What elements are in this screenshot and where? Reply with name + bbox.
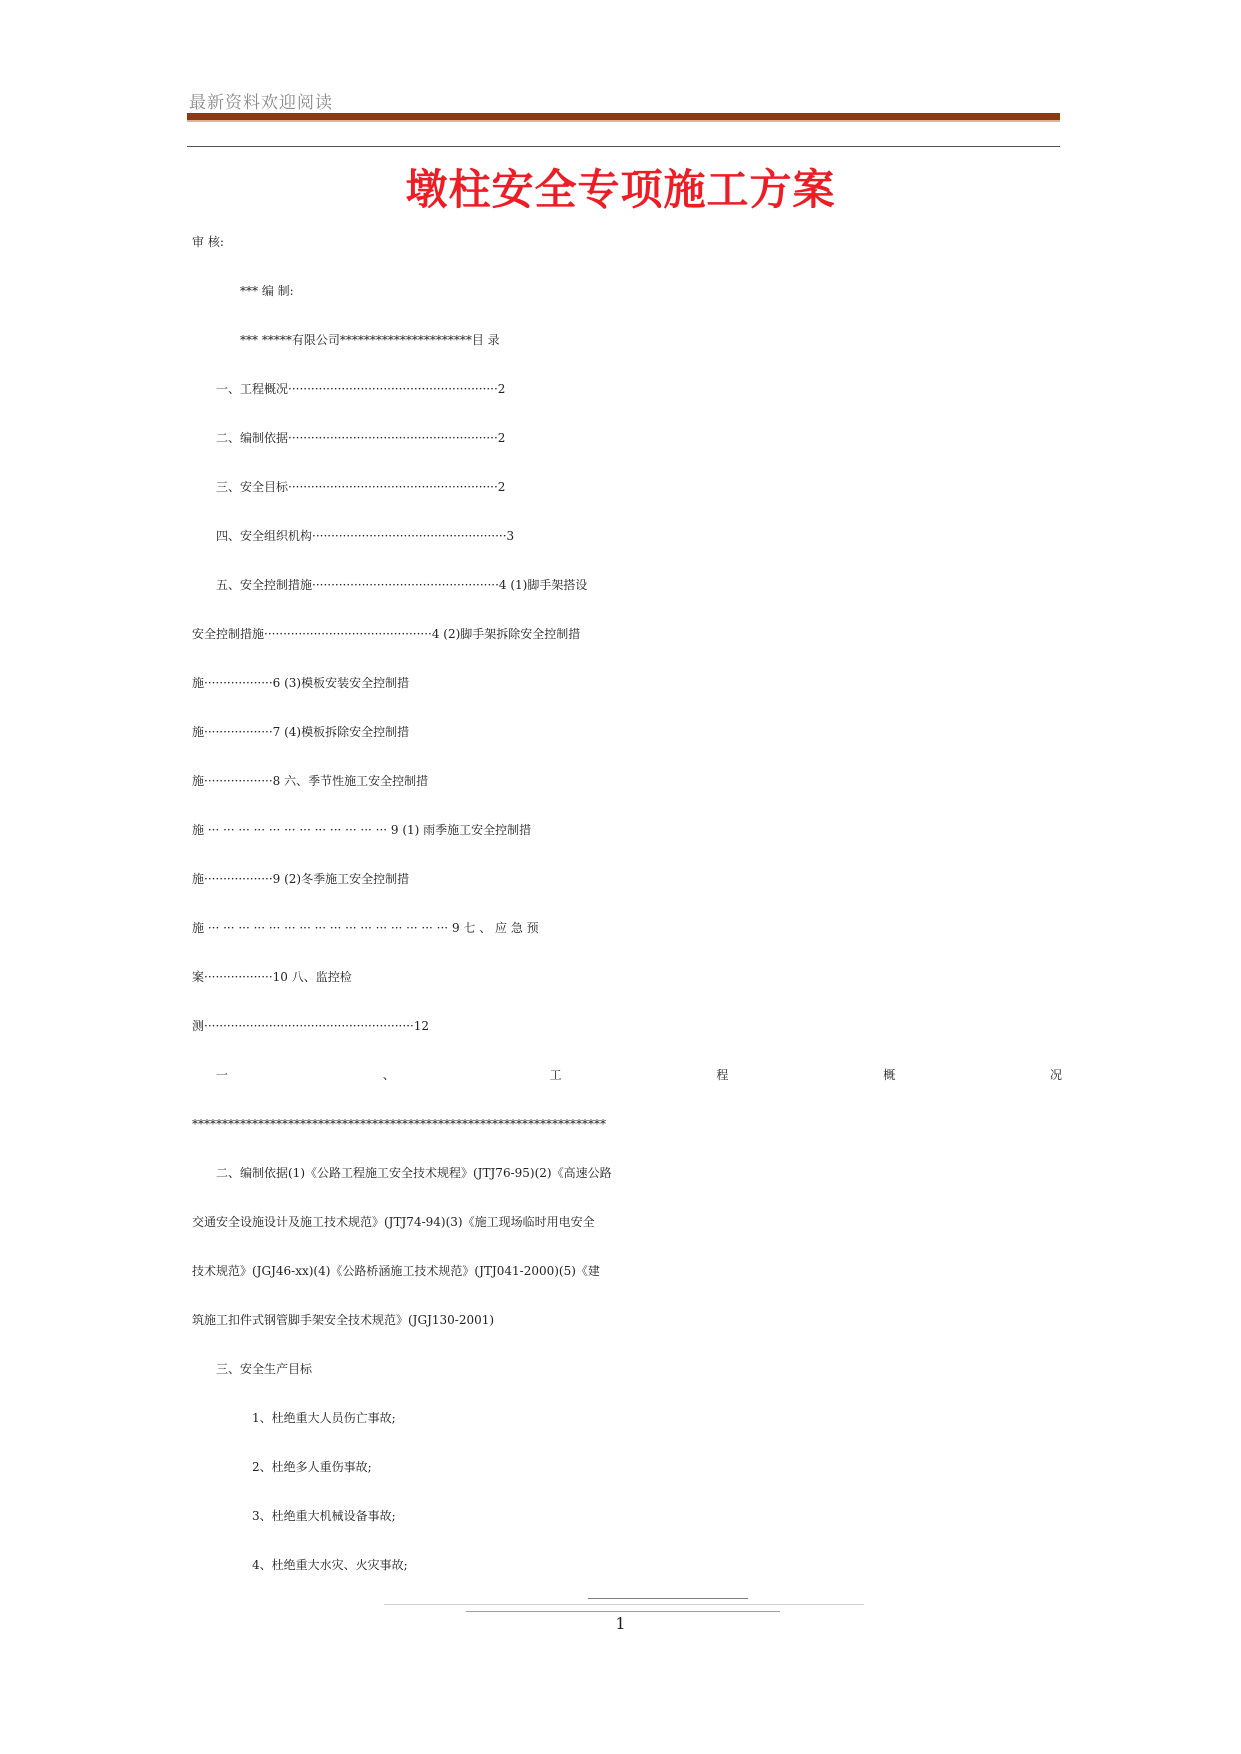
- page-number: 1: [615, 1614, 626, 1633]
- toc-line: 一、工程概况·······················································2: [216, 382, 506, 396]
- toc-line: 二、编制依据·······················································2: [216, 431, 506, 445]
- footer-rule: [466, 1611, 780, 1612]
- header-rule-accent: [187, 120, 1060, 122]
- list-item: 3、杜绝重大机械设备事故;: [252, 1509, 396, 1523]
- toc-line: 施 ··· ··· ··· ··· ··· ··· ··· ··· ··· ··· ··· ··· 9 (1) 雨季施工安全控制措: [192, 823, 532, 837]
- toc-line: 施 ··· ··· ··· ··· ··· ··· ··· ··· ··· ··· ··· ··· ··· ··· ··· ··· 9 七 、 应 急 预: [192, 921, 539, 935]
- footer-rule: [588, 1598, 748, 1599]
- running-header: 最新资料欢迎阅读: [189, 93, 333, 113]
- toc-line: 案··················10 八、监控检: [192, 970, 352, 984]
- toc-line: 四、安全组织机构···················································3: [216, 529, 515, 543]
- heading-char: 一: [216, 1068, 229, 1082]
- toc-line: 三、安全目标·······················································2: [216, 480, 506, 494]
- heading-char: 概: [883, 1068, 896, 1082]
- toc-line: 安全控制措施············································4 (2)脚手架拆除安全控制措: [192, 627, 581, 641]
- basis-line: 二、编制依据(1)《公路工程施工安全技术规程》(JTJ76-95)(2)《高速公路: [216, 1166, 612, 1180]
- basis-line: 技术规范》(JGJ46-xx)(4)《公路桥涵施工技术规范》(JTJ041-2000)(5)《建: [192, 1264, 600, 1278]
- section-1-redacted: *********************************************************************: [192, 1117, 606, 1131]
- section-3-heading: 三、安全生产目标: [216, 1362, 313, 1376]
- review-line: 审 核:: [192, 235, 224, 249]
- header-rule-thick: [187, 113, 1060, 120]
- toc-line: 施··················8 六、季节性施工安全控制措: [192, 774, 429, 788]
- heading-char: 程: [716, 1068, 729, 1082]
- header-rule-thin: [187, 146, 1060, 147]
- list-item: 2、杜绝多人重伤事故;: [252, 1460, 372, 1474]
- heading-char: 、: [382, 1068, 395, 1082]
- toc-line: 五、安全控制措施·················································4 (1)脚手架搭设: [216, 578, 588, 592]
- list-item: 1、杜绝重大人员伤亡事故;: [252, 1411, 396, 1425]
- heading-char: 工: [549, 1068, 562, 1082]
- table-of-contents: [192, 365, 1062, 1051]
- toc-line: 施··················6 (3)模板安装安全控制措: [192, 676, 410, 690]
- document-body: [192, 218, 1062, 1590]
- toc-line: 施··················9 (2)冬季施工安全控制措: [192, 872, 410, 886]
- compile-line: *** 编 制:: [240, 284, 294, 298]
- company-toc-line: *** *****有限公司**********************目 录: [240, 333, 500, 347]
- section-2-basis: [192, 1149, 1062, 1345]
- document-title: 墩柱安全专项施工方案: [405, 165, 836, 214]
- toc-line: 测·······················································12: [192, 1019, 430, 1033]
- toc-line: 施··················7 (4)模板拆除安全控制措: [192, 725, 410, 739]
- safety-goals-list: [192, 1394, 1062, 1590]
- section-1-heading: [192, 1051, 1062, 1100]
- heading-char: 况: [1049, 1068, 1062, 1082]
- basis-line: 筑施工扣件式钢管脚手架安全技术规范》(JGJ130-2001): [192, 1313, 495, 1327]
- basis-line: 交通安全设施设计及施工技术规范》(JTJ74-94)(3)《施工现场临时用电安全: [192, 1215, 595, 1229]
- footer-rule: [384, 1604, 864, 1605]
- list-item: 4、杜绝重大水灾、火灾事故;: [252, 1558, 408, 1572]
